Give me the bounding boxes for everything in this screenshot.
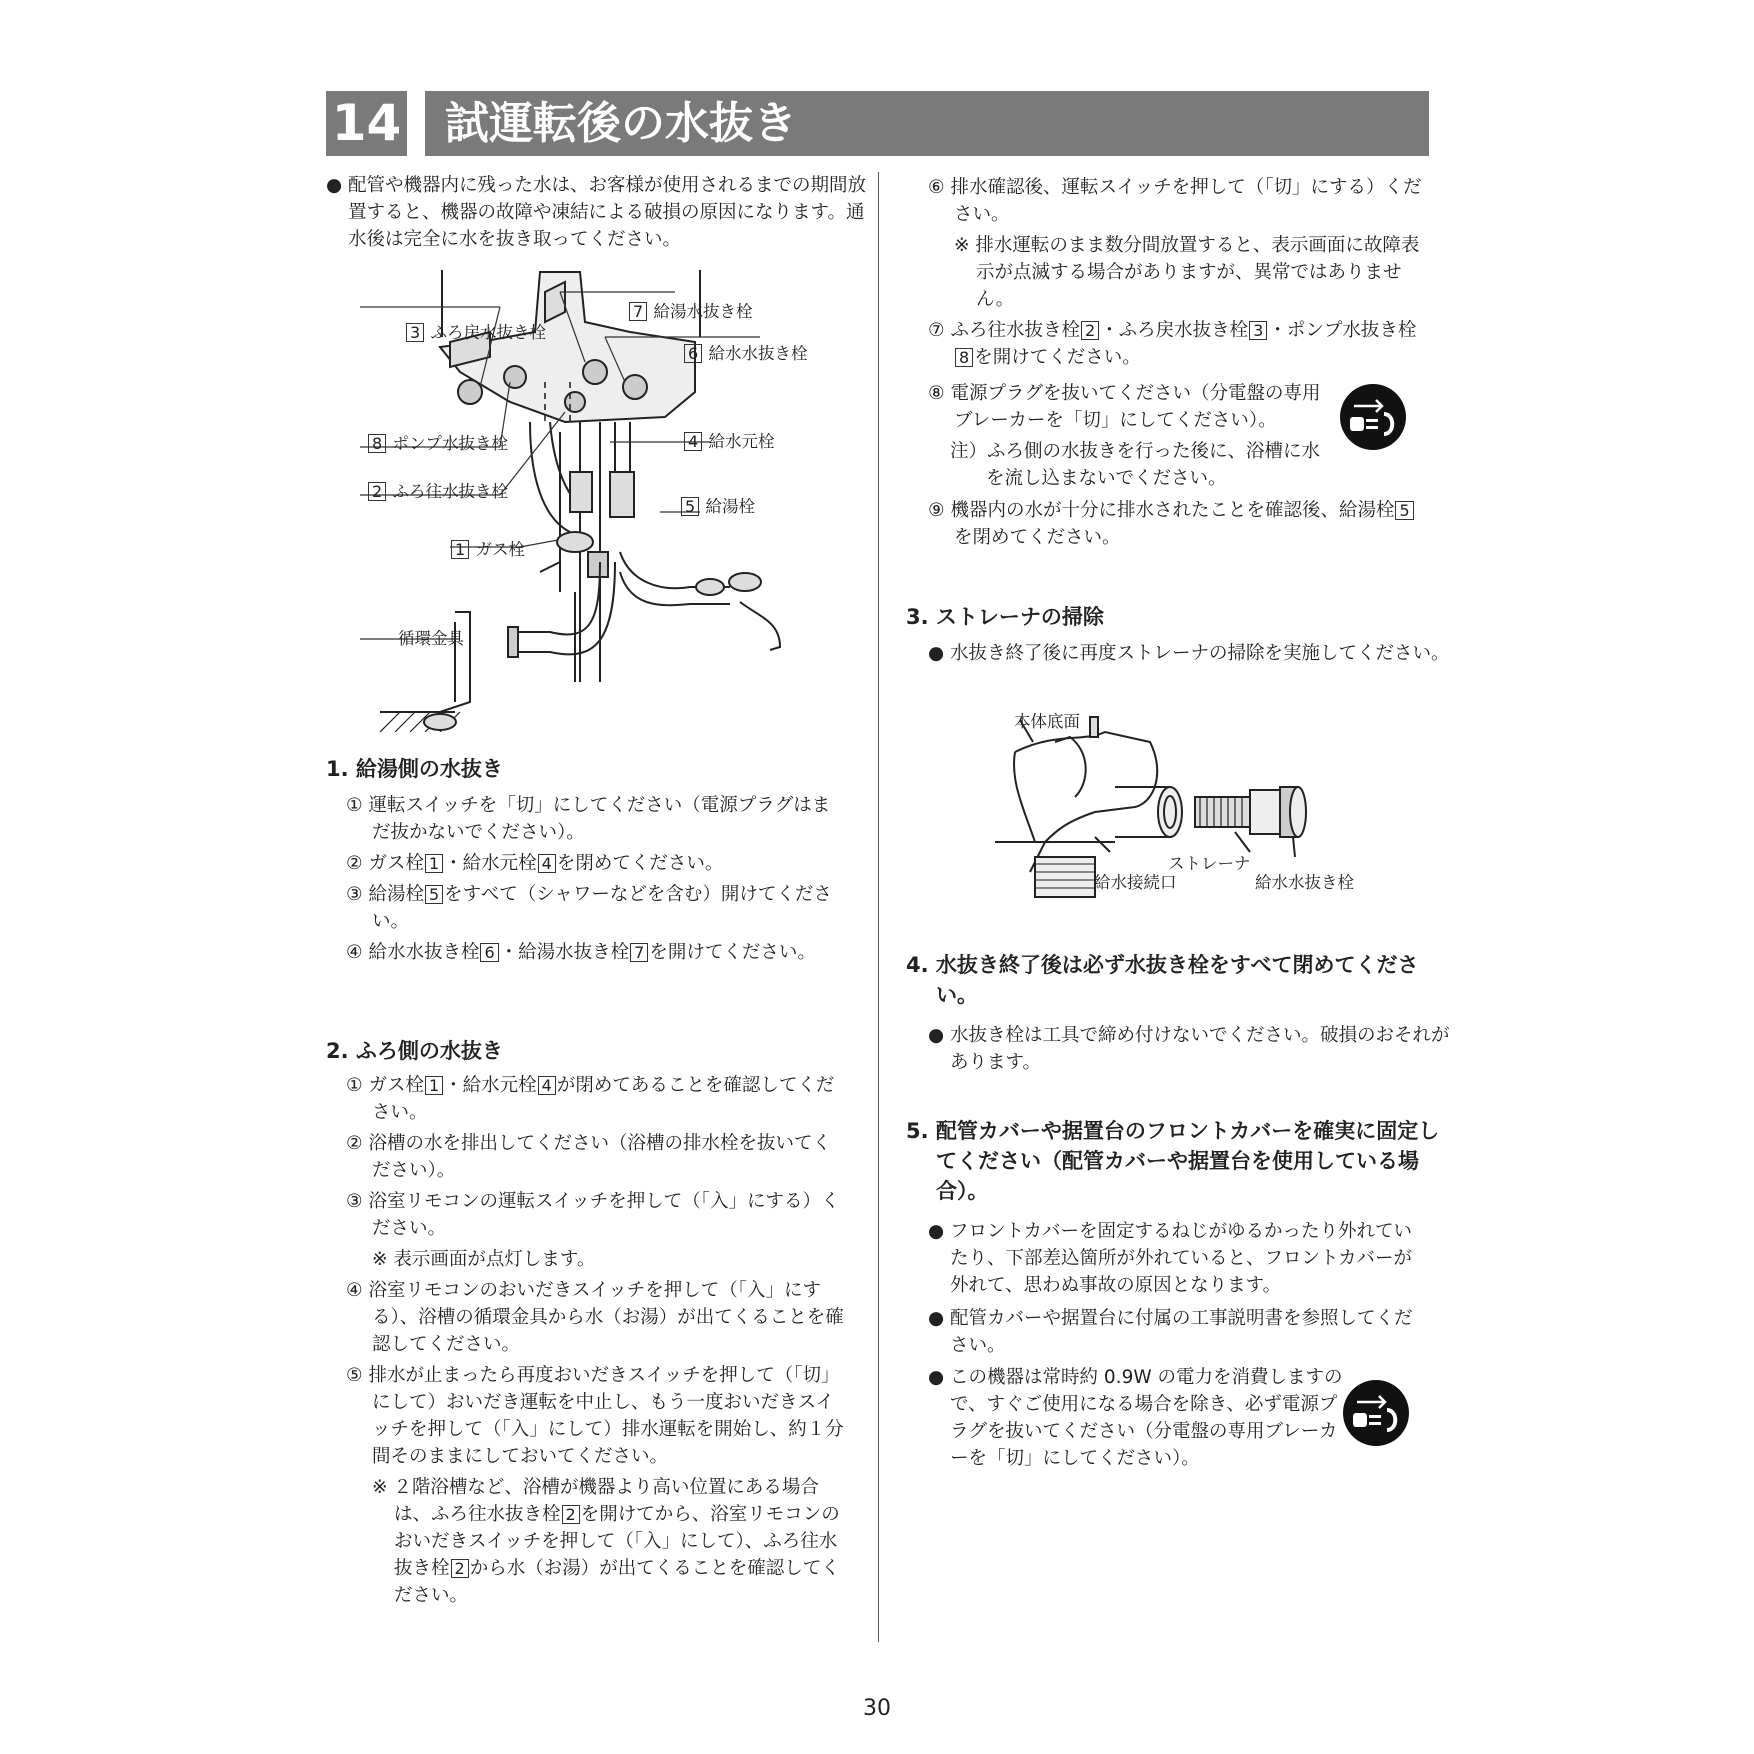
label-strainer: ストレーナ: [1168, 854, 1251, 873]
step-8: ⑧ 電源プラグを抜いてください（分電盤の専用ブレーカーを「切」にしてください）。 注）ふろ側の水抜きを行った後に、浴槽に水を流し込まないでください。: [928, 383, 1321, 489]
section-number: 14: [326, 91, 407, 156]
label-supply-water-drain: 6 給水水抜き栓: [683, 344, 807, 364]
section-3-title: 3. ストレーナの掃除: [906, 605, 1104, 629]
section-4-title: 4. 水抜き終了後は必ず水抜き栓をすべて閉めてください。: [906, 953, 1419, 1007]
section-1-title: 1. 給湯側の水抜き: [326, 757, 503, 781]
label-gas-valve: 1 ガス栓: [450, 540, 525, 560]
unplug-icon: [1343, 1380, 1409, 1446]
section-5-bullet-power: ● この機器は常時約 0.9W の電力を消費しますので、すぐご使用になる場合を除き、必ず電源プラグを抜いてください（分電盤の専用ブレーカーを「切」にしてください）。: [928, 1367, 1343, 1469]
label-furo-out-drain: 2 ふろ往水抜き栓: [367, 482, 508, 502]
step-9: ⑨ 機器内の水が十分に排水されたことを確認後、給湯栓 5を閉めてください。: [928, 497, 1428, 551]
section-3-bullet: ● 水抜き終了後に再度ストレーナの掃除を実施してください。: [928, 643, 1450, 664]
section-5-bullets: ● フロントカバーを固定するねじがゆるかったり外れていたり、下部差込箇所が外れていると、フロントカバーが外れて、思わぬ事故の原因となります。 ● 配管カバーや据置台に付属の工事説明書を参照してください。: [928, 1221, 1413, 1356]
label-hot-water-drain: 7 給湯水抜き栓: [628, 302, 752, 322]
section-2-steps: ① ガス栓 1 ・給水元栓 4 が閉めてあることを確認してください。 ② 浴槽の水を排出してください（浴槽の排水栓を抜いてください）。 ③ 浴室リモコンの運転スイッチを押して（「入」にする）ください。 ※ 表示画面が点灯します。 ④ 浴室リモコンのおいだきスイッチを押して（「入」にする）、浴槽の循環金具から水（お湯）が出てくることを確認してください。 ⑤ 排水が止まったら再度おいだきスイッチを押して（「切」にして）おいだき運転を中止し、もう一度おいだきスイッチを押して（「入」にして）排水運転を開始し、約１分間そのままにしておいてください。 ※ ２階浴槽など、浴槽が機器より高い位置にある場合は、ふろ往水抜き栓 2 を開けてから、浴室リモコンのおいだきスイッチを押して（「入」にして）、ふろ往水抜き栓 2 から水（お湯）が出てくることを確認してください。: [346, 1075, 844, 1606]
unplug-icon: [1340, 384, 1406, 450]
section-5-title: 5. 配管カバーや据置台のフロントカバーを確実に固定してください（配管カバーや据置台を使用している場合）。: [906, 1119, 1440, 1203]
right-steps-top: ⑥ 排水確認後、運転スイッチを押して（「切」にする）ください。 ※ 排水運転のまま数分間放置すると、表示画面に故障表示が点滅する場合がありますが、異常ではありません。 ⑦ ふろ往水抜き栓 2 ・ふろ戻水抜き栓 3 ・ポンプ水抜き栓8 を開けてください。: [928, 177, 1422, 368]
label-furo-return-drain: 3 ふろ戻水抜き栓: [405, 323, 546, 343]
page-number: 30: [863, 1696, 891, 1721]
label-circulation-fitting: 循環金具: [398, 629, 464, 648]
label-pump-drain: 8 ポンプ水抜き栓: [367, 434, 508, 454]
label-water-drain-plug: 給水水抜き栓: [1255, 873, 1354, 892]
section-2-title: 2. ふろ側の水抜き: [326, 1039, 503, 1063]
label-water-inlet: 給水接続口: [1094, 873, 1177, 892]
page-title: 試運転後の水抜き: [425, 91, 1429, 156]
label-unit-bottom: 本体底面: [1014, 712, 1080, 731]
section-1-steps: ① 運転スイッチを「切」にしてください（電源プラグはまだ抜かないでください）。 ② ガス栓 1 ・給水元栓 4 を閉めてください。 ③ 給湯栓 5 をすべて（シャワーなどを含む）開けてください。 ④ 給水水抜き栓 6 ・給湯水抜き栓 7 を開けてください。: [346, 795, 832, 963]
intro-text: ● 配管や機器内に残った水は、お客様が使用されるまでの期間放置すると、機器の故障や凍結による破損の原因になります。通水後は完全に水を抜き取ってください。: [326, 175, 867, 250]
section-4-bullet: ● 水抜き栓は工具で締め付けないでください。破損のおそれがあります。: [928, 1025, 1450, 1073]
label-hot-water-tap: 5 給湯栓: [680, 497, 755, 517]
label-main-water-valve: 4 給水元栓: [683, 432, 774, 452]
column-divider: [878, 172, 879, 1642]
